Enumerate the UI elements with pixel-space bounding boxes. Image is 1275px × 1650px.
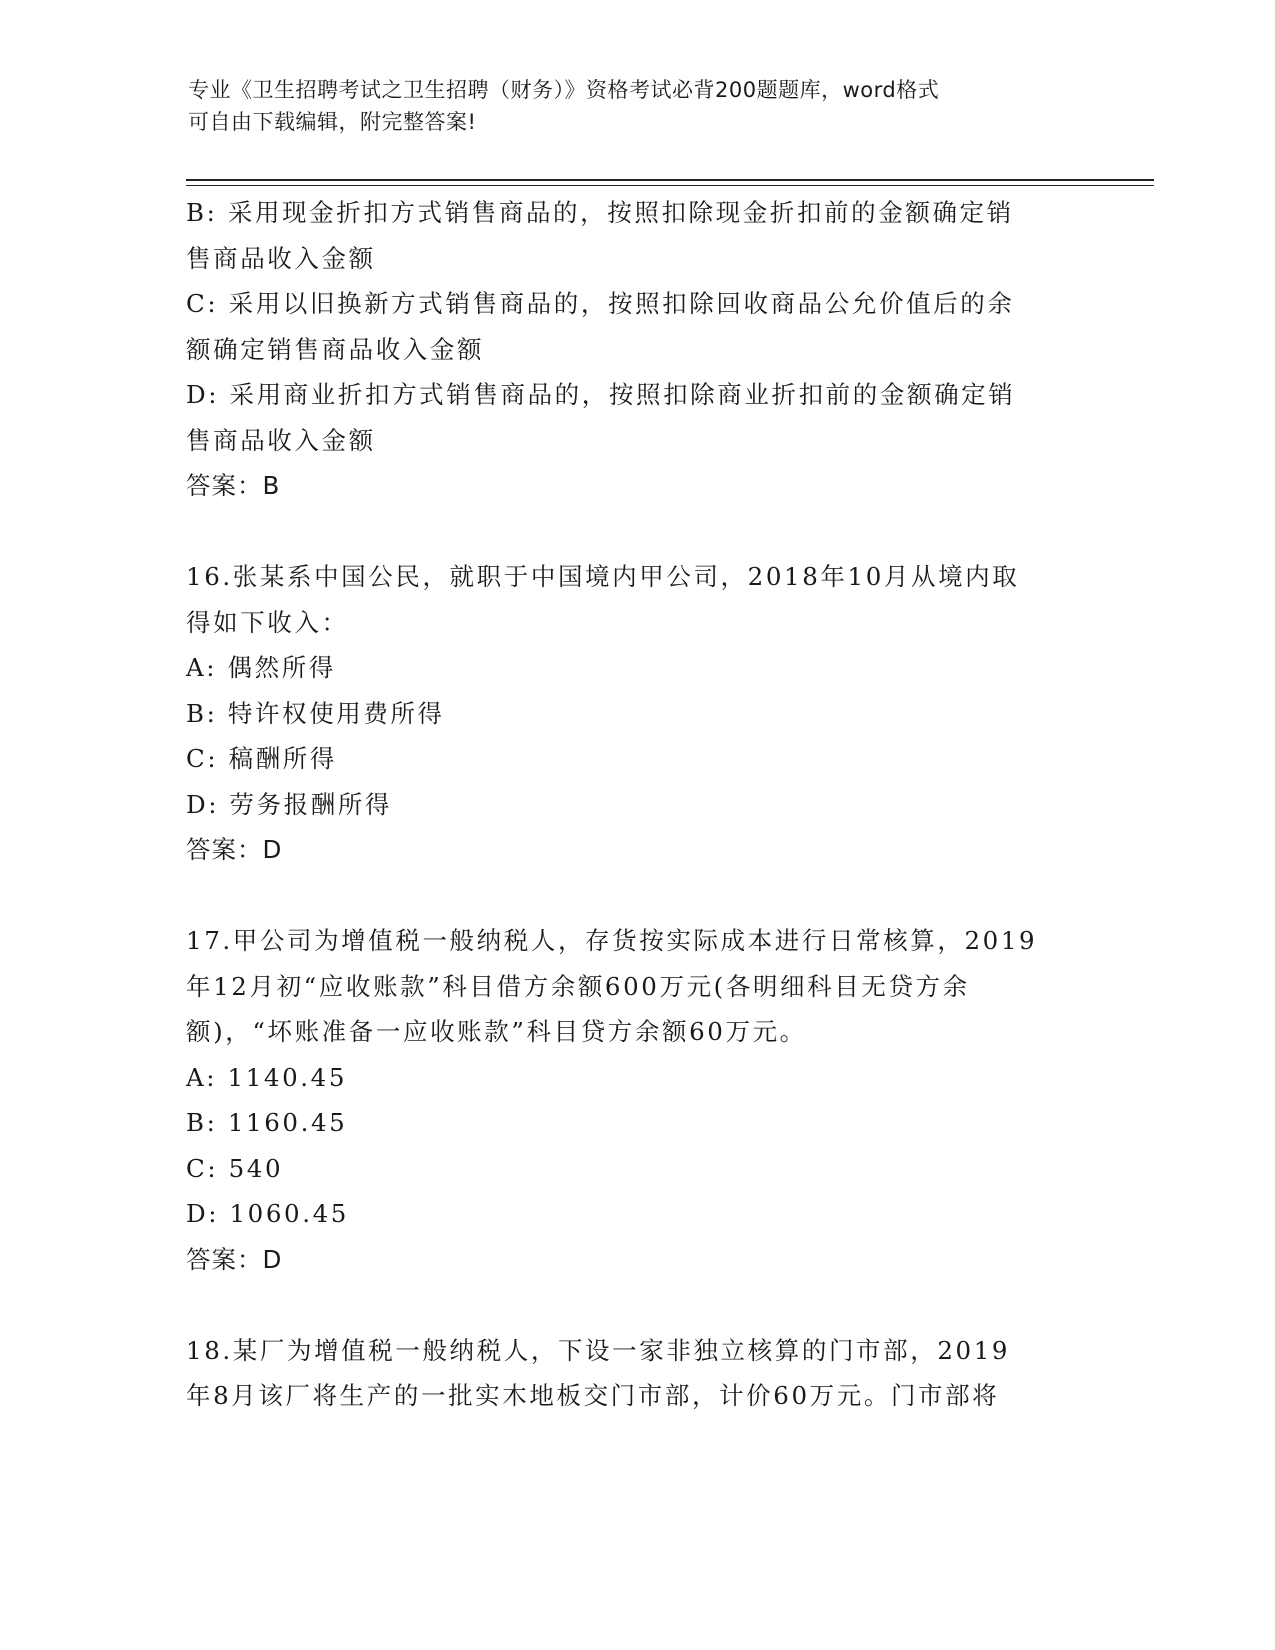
q18-stem-line-1: 18.某厂为增值税一般纳税人，下设一家非独立核算的门市部，2019 [186, 1335, 1011, 1365]
q17-option-c: C: 540 [186, 1153, 284, 1183]
spacer [186, 509, 1086, 555]
spacer [186, 873, 1086, 919]
q16-stem-line-2: 得如下收入： [186, 607, 349, 637]
q17-option-a: A: 1140.45 [186, 1062, 348, 1092]
q15-option-b-line-2: 售商品收入金额 [186, 243, 376, 273]
document-header [188, 74, 1088, 138]
q16-answer: 答案：D [186, 835, 283, 864]
q16-stem-line-1: 16.张某系中国公民，就职于中国境内甲公司，2018年10月从境内取 [186, 562, 1020, 591]
q17-answer: 答案：D [186, 1244, 283, 1274]
header-line-1: 专业《卫生招聘考试之卫生招聘（财务）》资格考试必背200题题库，word格式 [188, 78, 940, 102]
q15-option-d-line-1: D: 采用商业折扣方式销售商品的，按照扣除商业折扣前的金额确定销 [186, 380, 1016, 409]
q17-option-b: B: 1160.45 [186, 1108, 348, 1137]
q15-option-c-line-2: 额确定销售商品收入金额 [186, 334, 485, 364]
q15-option-c-line-1: C: 采用以旧换新方式销售商品的，按照扣除回收商品公允价值后的余 [186, 289, 1015, 318]
header-divider-thick [186, 179, 1154, 181]
q17-option-d: D: 1060.45 [186, 1199, 349, 1228]
q17-stem-line-3: 额)，“坏账准备一应收账款”科目贷方余额60万元。 [186, 1017, 807, 1046]
q15-option-b-line-1: B: 采用现金折扣方式销售商品的，按照扣除现金折扣前的金额确定销 [186, 198, 1014, 227]
spacer [186, 1282, 1086, 1328]
q16-option-a: A: 偶然所得 [186, 653, 336, 682]
q15-option-d-line-2: 售商品收入金额 [186, 425, 376, 455]
q17-stem-line-2: 年12月初“应收账款”科目借方余额600万元(各明细科目无贷方余 [186, 971, 970, 1001]
question-content [186, 190, 1086, 1419]
q15-answer: 答案：B [186, 471, 281, 500]
q17-stem-line-1: 17.甲公司为增值税一般纳税人，存货按实际成本进行日常核算，2019 [186, 926, 1038, 955]
q16-option-c: C: 稿酬所得 [186, 744, 337, 773]
header-divider-thin [186, 185, 1154, 186]
q18-stem-line-2: 年8月该厂将生产的一批实木地板交门市部，计价60万元。门市部将 [186, 1381, 1000, 1410]
header-line-2: 可自由下载编辑，附完整答案! [188, 110, 477, 134]
q16-option-d: D: 劳务报酬所得 [186, 789, 393, 819]
q16-option-b: B: 特许权使用费所得 [186, 698, 445, 728]
